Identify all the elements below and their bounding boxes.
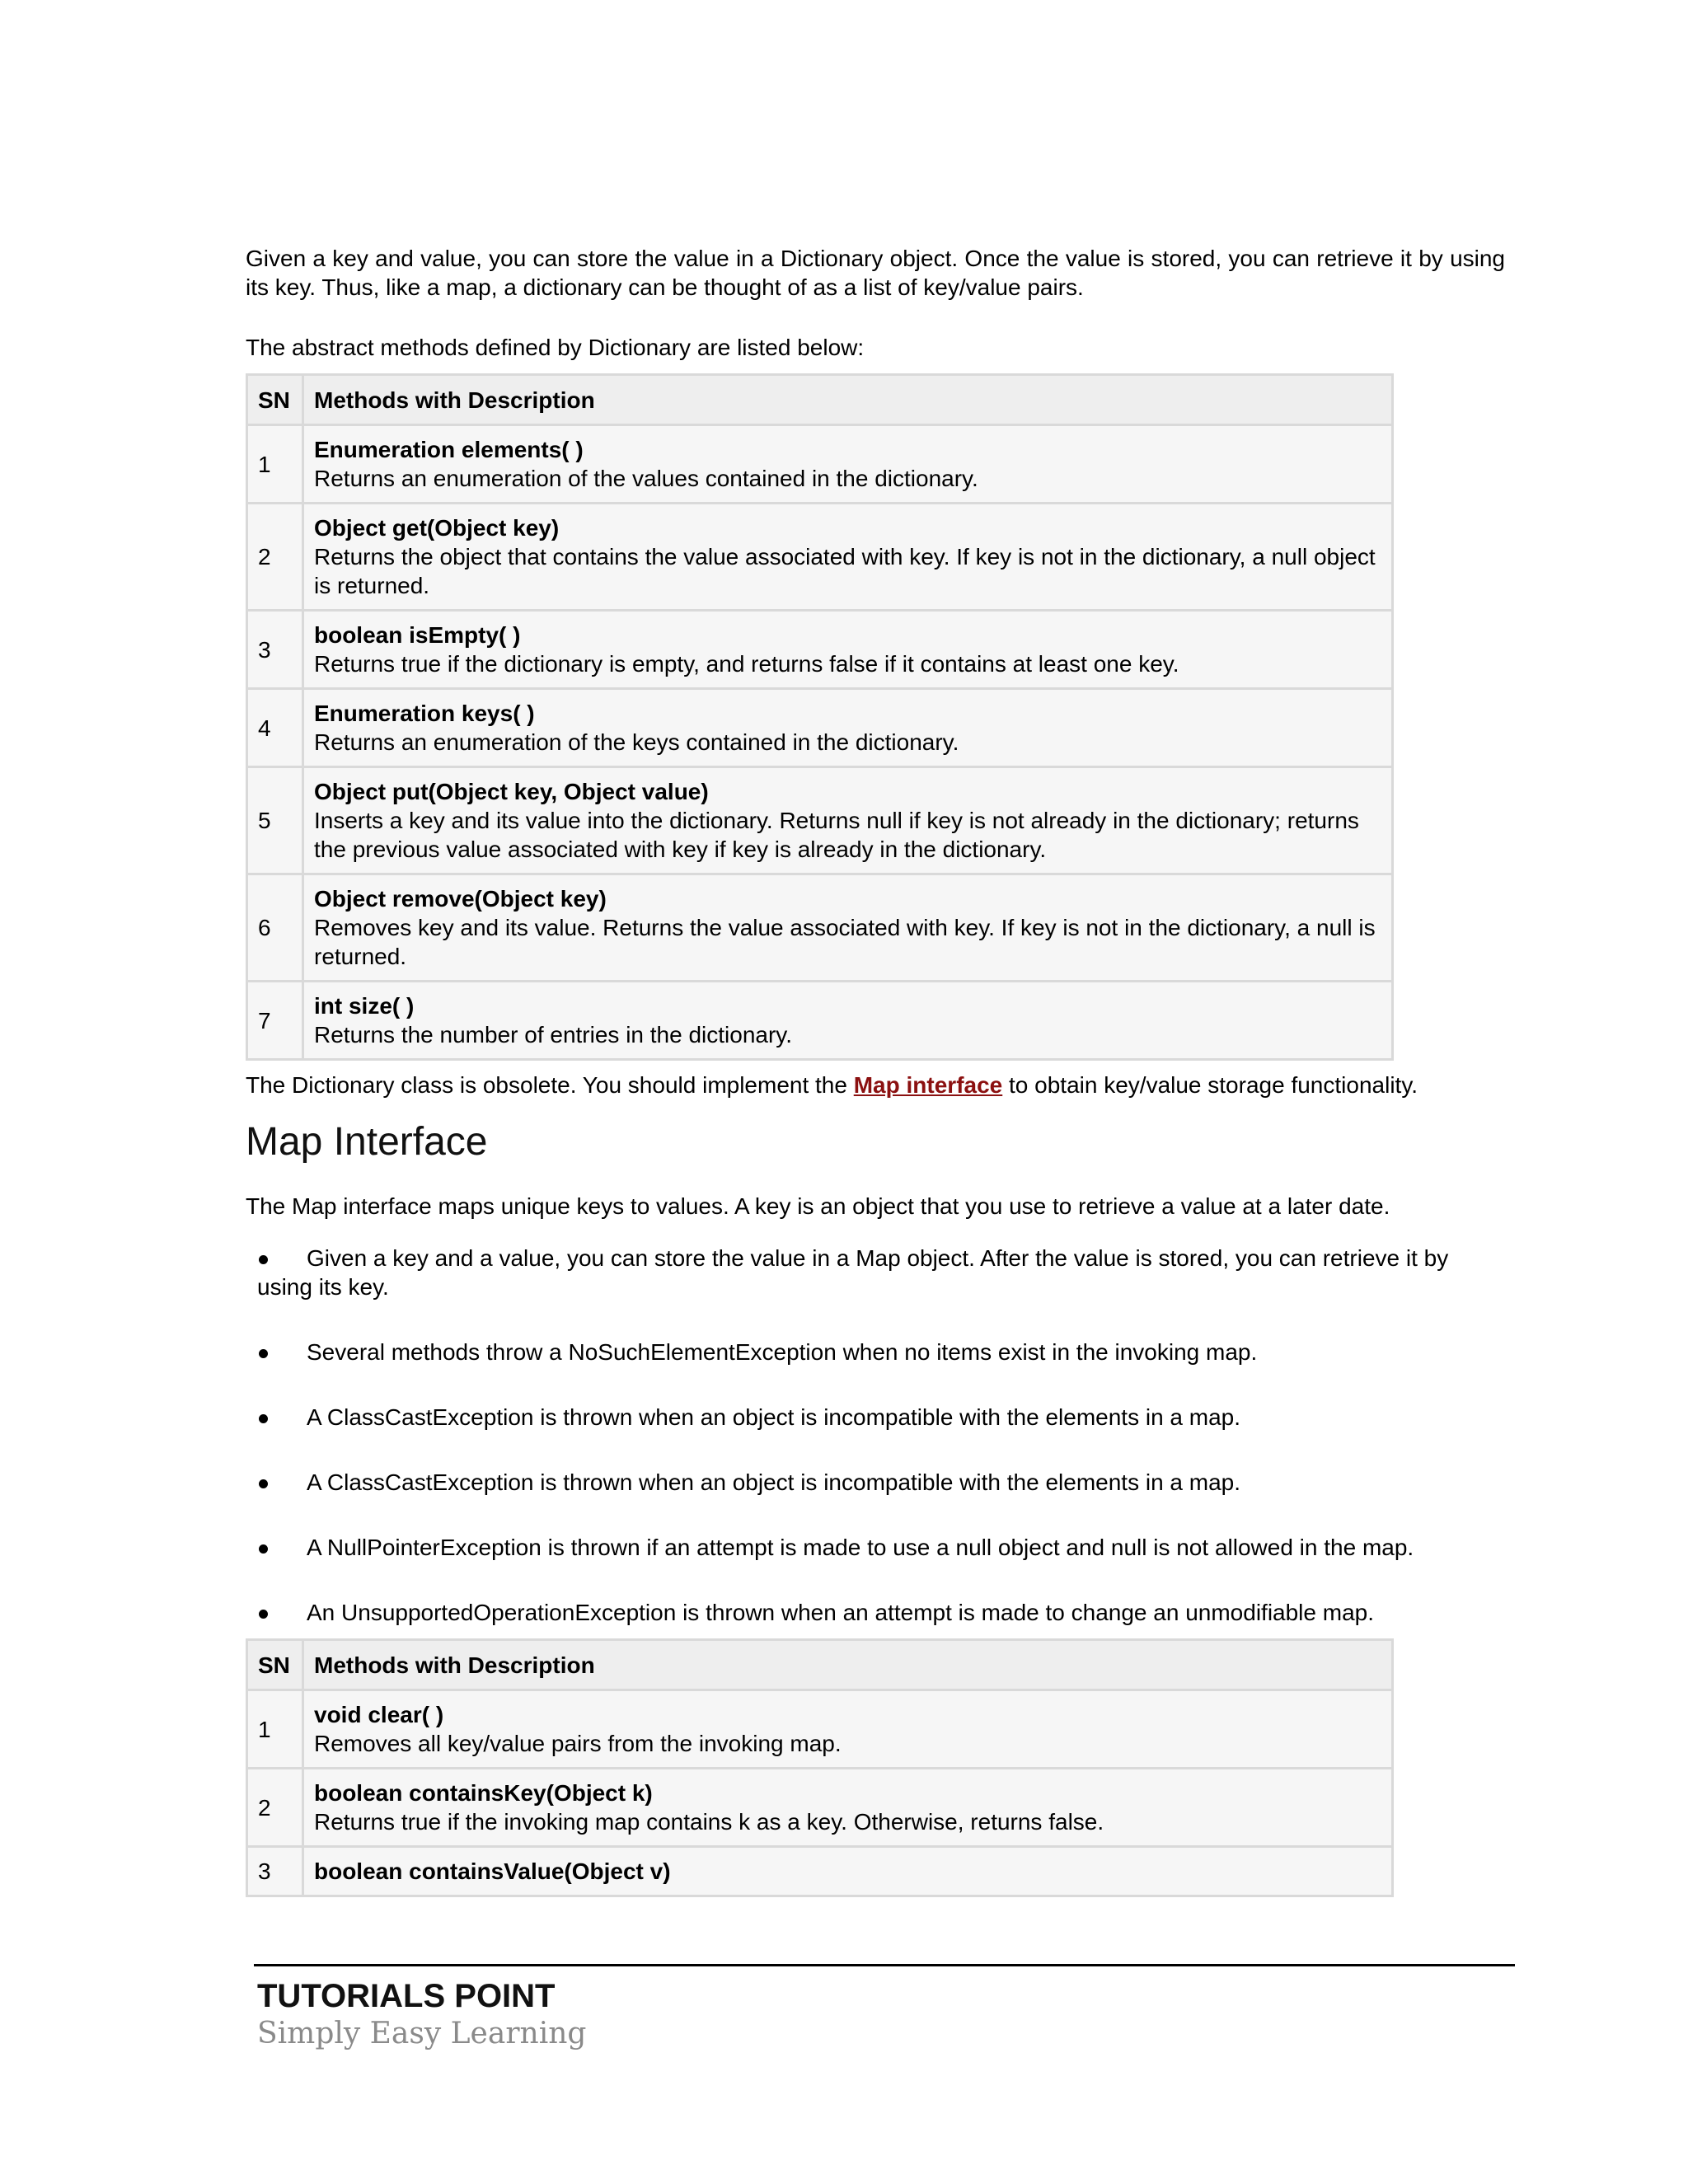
table-row [247,504,1393,611]
method-cell [303,689,1393,767]
footer-tagline: Simply Easy Learning [257,2017,587,2050]
method-cell [303,1690,1393,1769]
row-number: 2 [247,504,303,611]
table-row [247,874,1393,982]
table-header-row [247,1640,1393,1690]
method-description: Returns an enumeration of the keys contained in the dictionary. [314,729,959,755]
method-name: Object put(Object key, Object value) [314,779,709,804]
table-row [247,425,1393,504]
method-cell [303,611,1393,689]
intro-lead-in: The abstract methods defined by Dictionary are listed below: [246,335,865,360]
obsolete-note [246,1071,1505,1099]
table-row [247,1690,1393,1769]
list-item [246,1468,1505,1497]
list-item [246,1598,1505,1627]
method-cell [303,1769,1393,1847]
section-heading: Map Interface [246,1120,488,1164]
list-item-text: Several methods throw a NoSuchElementException when no items exist in the invoking map. [307,1339,1258,1365]
bullet-icon [259,1610,268,1619]
row-number: 2 [247,1769,303,1847]
map-facts-list [246,1244,1505,1627]
list-item-text: A ClassCastException is thrown when an object is incompatible with the elements in a map. [307,1404,1241,1430]
method-description: Inserts a key and its value into the dictionary. Returns null if key is not already in the dictionary; returns the previous value associated with key if key is already in the dictionary. [314,808,1359,862]
bullet-icon [259,1479,268,1488]
list-item [246,1533,1505,1562]
method-description: Returns the number of entries in the dictionary. [314,1022,793,1047]
bullet-icon [259,1349,268,1358]
method-description: Returns the object that contains the value associated with key. If key is not in the dictionary, a null object is returned. [314,544,1376,598]
method-cell [303,425,1393,504]
table-row [247,611,1393,689]
method-cell [303,504,1393,611]
method-description: Returns an enumeration of the values contained in the dictionary. [314,466,978,491]
list-item [246,1403,1505,1432]
table-header-row [247,375,1393,425]
sn-header: SN [247,375,303,425]
page-content [246,244,1505,1897]
dictionary-methods-table [246,373,1394,1061]
table-row [247,689,1393,767]
obsolete-note-after: to obtain key/value storage functionality. [1002,1072,1418,1098]
intro-paragraph: Given a key and value, you can store the value in a Dictionary object. Once the value is stored, you can retrieve it by using its key. Thus, like a map, a dictionary can be thought of as a list of key/value pairs. [246,246,1505,300]
row-number: 5 [247,767,303,874]
bullet-icon [259,1544,268,1554]
method-name: Object remove(Object key) [314,886,607,912]
method-name: void clear( ) [314,1702,444,1727]
method-cell [303,1847,1393,1896]
method-description: Returns true if the invoking map contains k as a key. Otherwise, returns false. [314,1809,1104,1835]
method-name: Enumeration keys( ) [314,701,535,726]
method-description: Removes all key/value pairs from the invoking map. [314,1731,842,1756]
list-item [246,1338,1505,1366]
list-item-text: Given a key and a value, you can store the value in a Map object. After the value is stored, you can retrieve it by using its key. [257,1245,1449,1300]
table-row [247,982,1393,1060]
method-name: int size( ) [314,993,415,1019]
table-row [247,1847,1393,1896]
sn-header: SN [247,1640,303,1690]
footer-brand: TUTORIALS POINT [257,1978,556,2014]
method-description: Returns true if the dictionary is empty, and returns false if it contains at least one key. [314,651,1179,677]
bullet-icon [259,1255,268,1264]
row-number: 1 [247,425,303,504]
method-description: Removes key and its value. Returns the value associated with key. If key is not in the dictionary, a null is returned. [314,915,1376,969]
table-row [247,767,1393,874]
methods-header: Methods with Description [303,1640,1393,1690]
method-name: boolean isEmpty( ) [314,622,521,648]
bullet-icon [259,1414,268,1423]
list-item-text: A ClassCastException is thrown when an object is incompatible with the elements in a map. [307,1469,1241,1495]
row-number: 4 [247,689,303,767]
obsolete-note-before: The Dictionary class is obsolete. You should implement the [246,1072,854,1098]
row-number: 1 [247,1690,303,1769]
list-item [246,1244,1505,1301]
method-cell [303,767,1393,874]
table-row [247,1769,1393,1847]
footer-divider [254,1964,1515,1966]
map-intro-paragraph: The Map interface maps unique keys to values. A key is an object that you use to retrieve a value at a later date. [246,1193,1390,1219]
methods-header: Methods with Description [303,375,1393,425]
method-cell [303,874,1393,982]
method-cell [303,982,1393,1060]
list-item-text: A NullPointerException is thrown if an attempt is made to use a null object and null is not allowed in the map. [307,1535,1414,1560]
row-number: 3 [247,1847,303,1896]
method-name: Enumeration elements( ) [314,437,584,462]
method-name: boolean containsKey(Object k) [314,1780,653,1806]
row-number: 7 [247,982,303,1060]
method-name: Object get(Object key) [314,515,560,541]
row-number: 3 [247,611,303,689]
method-name: boolean containsValue(Object v) [314,1858,671,1884]
list-item-text: An UnsupportedOperationException is thrown when an attempt is made to change an unmodifiable map. [307,1600,1374,1625]
row-number: 6 [247,874,303,982]
map-methods-table [246,1638,1394,1897]
map-interface-link[interactable]: Map interface [853,1072,1003,1098]
